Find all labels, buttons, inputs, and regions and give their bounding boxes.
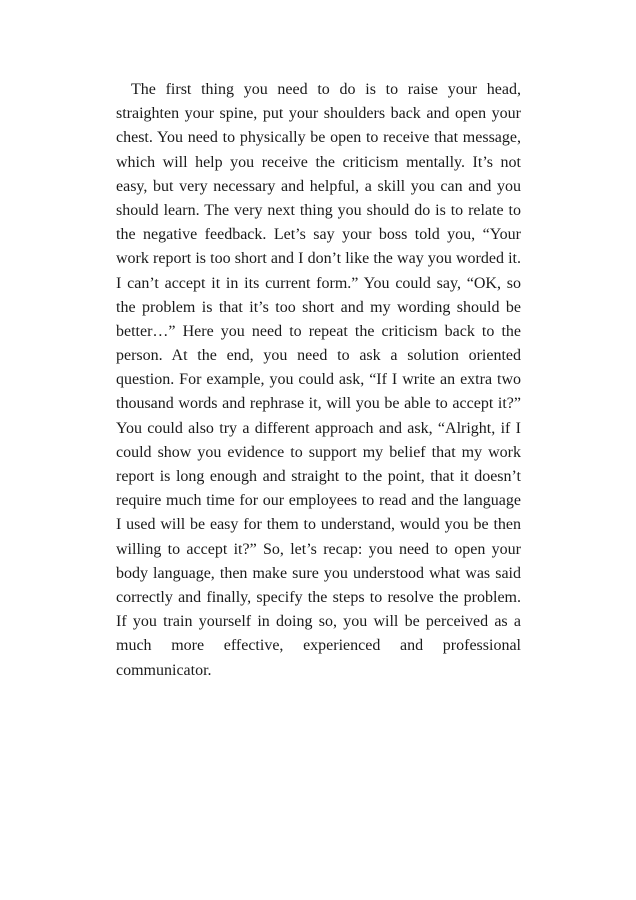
paragraph-line: better…” Here you need to repeat the criticism back to the: [116, 322, 521, 340]
paragraph-line: communicator.: [116, 661, 212, 679]
paragraph-line: which will help you receive the criticism mentally. It’s not: [116, 153, 521, 171]
paragraph-line: question. For example, you could ask, “If I write an extra two: [116, 371, 521, 389]
paragraph-line: willing to accept it?” So, let’s recap: you need to open your: [116, 540, 521, 558]
paragraph-line: thousand words and rephrase it, will you be able to accept it?”: [116, 395, 521, 413]
paragraph-line: work report is too short and I don’t like the way you worded it.: [116, 250, 521, 268]
paragraph-line: The first thing you need to do is to raise your head,: [131, 81, 521, 98]
paragraph-line: You could also try a different approach and ask, “Alright, if I: [116, 419, 521, 437]
paragraph-line: I used will be easy for them to understand, would you be then: [116, 516, 521, 534]
paragraph-line: could show you evidence to support my belief that my work: [116, 443, 521, 461]
paragraph-line: body language, then make sure you understood what was said: [116, 564, 521, 582]
paragraph-line: the problem is that it’s too short and my wording should be: [116, 298, 521, 316]
paragraph-line: If you train yourself in doing so, you will be perceived as a: [116, 613, 521, 631]
body-paragraph: [116, 78, 521, 683]
paragraph-line: person. At the end, you need to ask a solution oriented: [116, 347, 521, 365]
paragraph-line: I can’t accept it in its current form.” You could say, “OK, so: [116, 274, 521, 292]
paragraph-line: should learn. The very next thing you should do is to relate to: [116, 201, 521, 219]
paragraph-line: correctly and finally, specify the steps to resolve the problem.: [116, 588, 521, 606]
paragraph-line: chest. You need to physically be open to receive that message,: [116, 129, 521, 147]
paragraph-line: the negative feedback. Let’s say your boss told you, “Your: [116, 226, 521, 244]
paragraph-line: easy, but very necessary and helpful, a skill you can and you: [116, 177, 521, 195]
paragraph-line: much more effective, experienced and professional: [116, 637, 521, 655]
paragraph-line: report is long enough and straight to the point, that it doesn’t: [116, 468, 521, 485]
paragraph-line: require much time for our employees to read and the language: [116, 492, 521, 510]
paragraph-line: straighten your spine, put your shoulders back and open your: [116, 105, 521, 123]
